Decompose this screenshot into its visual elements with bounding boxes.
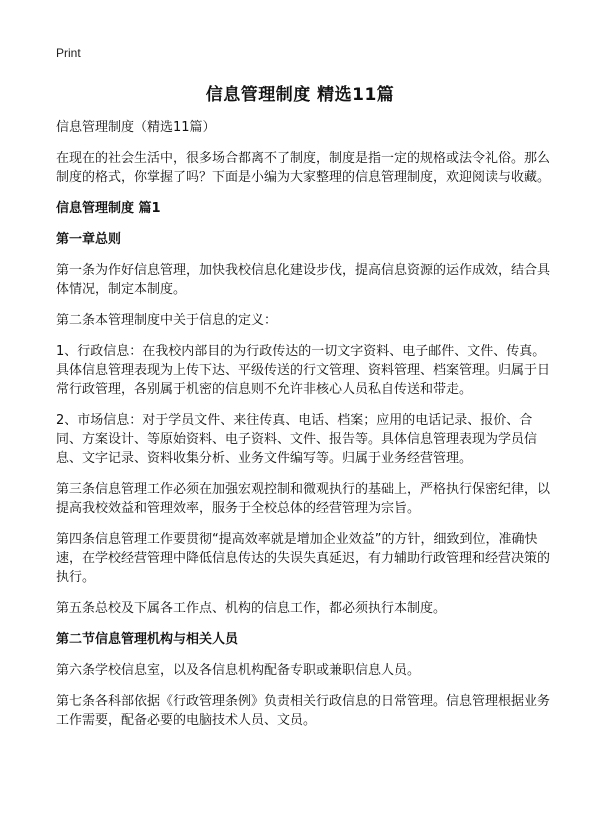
paragraph-item1: 1、行政信息：在我校内部目的为行政传达的一切文字资料、电子邮件、文件、传真。具体信息管理表现为上传下达、平级传送的行文管理、资料管理、档案管理。归属于日常行政管理，各别属于机密的信息则不允许非核心人员私自传送和带走。 [56,344,551,397]
paragraph-article6: 第六条学校信息室，以及各信息机构配备专职或兼职信息人员。 [56,663,421,678]
document-subtitle: 信息管理制度（精选11篇） [56,120,216,135]
document-title: 信息管理制度 精选11篇 [205,85,395,105]
chapter1-heading: 第一章总则 [56,232,122,247]
print-link[interactable]: Print [56,46,81,60]
paragraph-article7: 第七条各科部依据《行政管理条例》负责相关行政信息的日常管理。信息管理根据业务工作需要，配备必要的电脑技术人员、文员。 [56,694,551,728]
document-body [56,118,550,742]
paragraph-article2: 第二条本管理制度中关于信息的定义： [56,313,278,328]
paragraph-article4: 第四条信息管理工作要贯彻“提高效率就是增加企业效益”的方针，细致到位，准确快速，在学校经营管理中降低信息传达的失误失真延迟，有力辅助行政管理和经营决策的执行。 [56,532,551,585]
section2-heading: 第二节信息管理机构与相关人员 [56,632,239,647]
intro-paragraph: 在现在的社会生活中，很多场合都离不了制度，制度是指一定的规格或法令礼俗。那么制度的格式，你掌握了吗？下面是小编为大家整理的信息管理制度，欢迎阅读与收藏。 [56,151,551,185]
paragraph-article5: 第五条总校及下属各工作点、机构的信息工作，都必须执行本制度。 [56,601,447,616]
section-heading: 信息管理制度 篇1 [56,201,161,216]
paragraph-article1: 第一条为作好信息管理，加快我校信息化建设步伐，提高信息资源的运作成效，结合具体情况，制定本制度。 [56,263,551,297]
paragraph-article3: 第三条信息管理工作必须在加强宏观控制和微观执行的基础上，严格执行保密纪律，以提高我校效益和管理效率，服务于全校总体的经营管理为宗旨。 [56,482,551,516]
paragraph-item2: 2、市场信息：对于学员文件、来往传真、电话、档案；应用的电话记录、报价、合同、方案设计、等原始资料、电子资料、文件、报告等。具体信息管理表现为学员信息、文字记录、资料收集分析、业务文件编写等。归属于业务经营管理。 [56,413,538,466]
